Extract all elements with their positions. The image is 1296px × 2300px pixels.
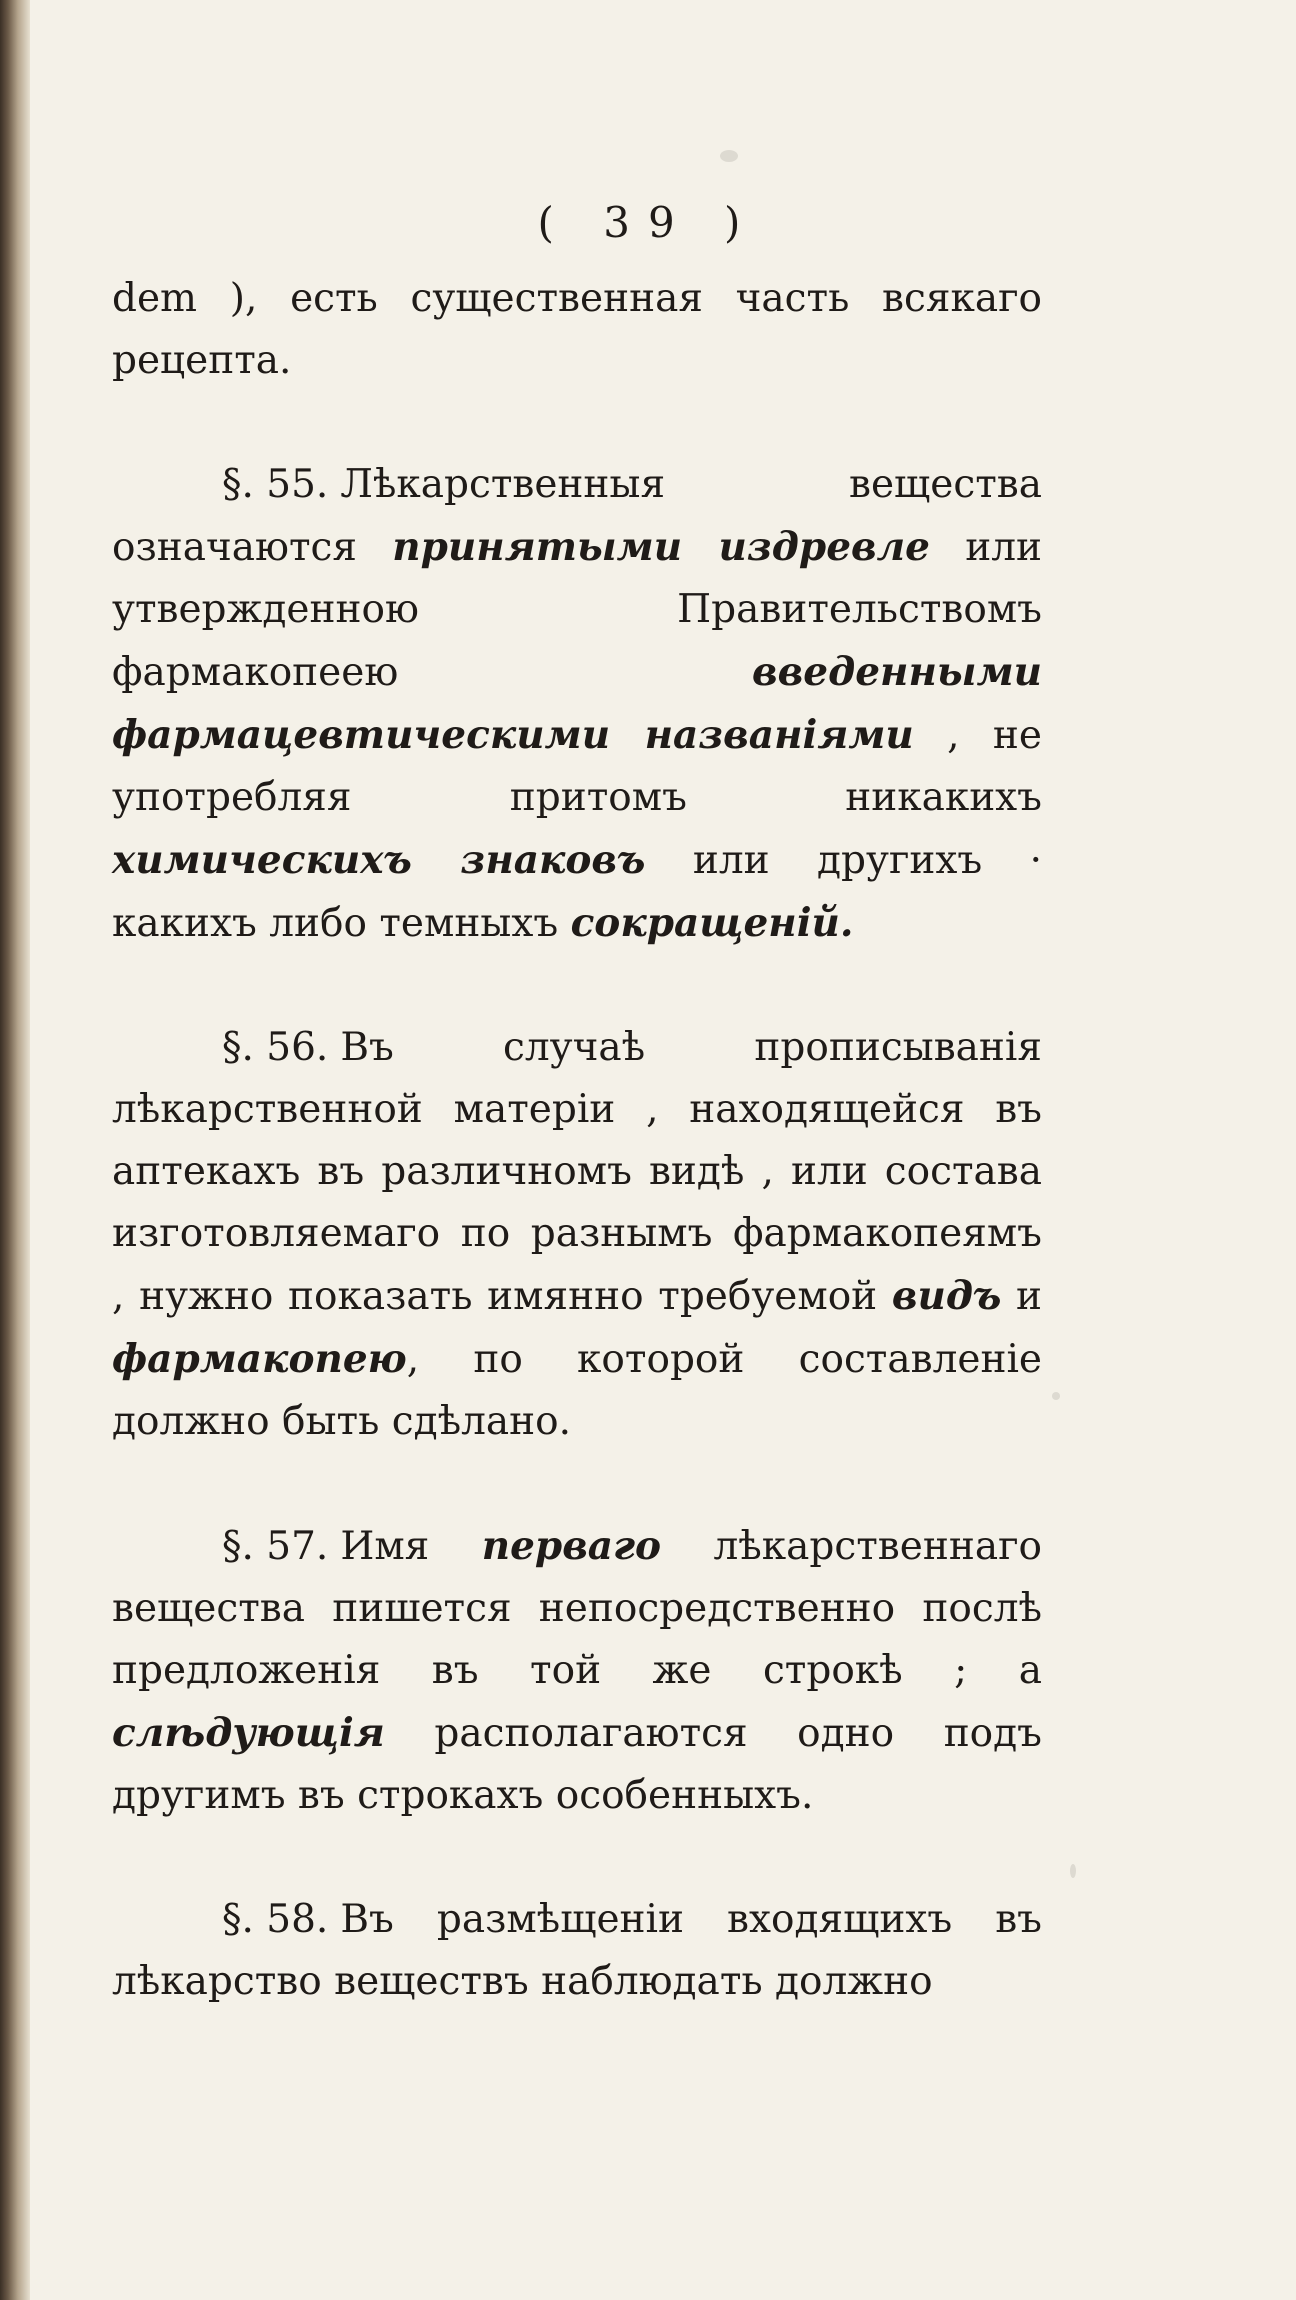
section-sign-58: §. 58. — [222, 1897, 329, 1942]
sec56-part-3: , по которой составленіе должно быть сдѣлано. — [112, 1337, 1042, 1444]
page-stain — [720, 150, 738, 162]
sec55-part-2: или утвержденною Правительствомъ фармакопеею — [112, 525, 1043, 695]
sec55-part-1: Лѣкарственныя вещества означаются — [112, 462, 1042, 570]
page-stain — [1070, 1864, 1076, 1878]
paragraph-sec-56 — [112, 1017, 1042, 1453]
sec55-part-4: или другихъ · какихъ либо темныхъ — [112, 838, 1042, 946]
sec58-part-1: Въ размѣщеніи входящихъ въ лѣкарство веществъ наблюдать должно — [112, 1897, 1042, 2004]
binding-edge — [0, 0, 30, 2300]
sec57-italic-2: слѣдующія — [112, 1710, 385, 1756]
body-text — [112, 190, 1042, 2013]
section-sign-56: §. 56. — [222, 1025, 329, 1070]
paragraph-continuation: dem ), есть существенная часть всякаго рецепта. — [112, 276, 1042, 383]
sec56-italic-1: видъ — [891, 1273, 1002, 1319]
page-number: ( 39 ) — [537, 198, 759, 247]
section-sign-55: §. 55. — [222, 462, 329, 507]
sec55-italic-4: сокращеній. — [570, 900, 854, 946]
sec56-italic-2: фармакопею — [112, 1336, 407, 1382]
sec57-part-3: располагаются одно подъ другимъ въ строкахъ особенныхъ. — [112, 1711, 1042, 1818]
sec55-italic-1: принятыми издревле — [392, 524, 930, 570]
page-stain — [1052, 1392, 1060, 1400]
paragraph-sec-58 — [112, 1889, 1042, 2013]
sec56-part-1: Въ случаѣ прописыванія лѣкарственной матеріи , находящейся въ аптекахъ въ различномъ видѣ , или состава изготовляемаго по разнымъ фармакопеямъ , нужно показать имянно требуемой — [112, 1025, 1042, 1319]
sec55-italic-2: введенными фармацевтическими названіями — [112, 649, 1042, 758]
sec55-part-3: , не употребляя притомъ никакихъ — [112, 713, 1042, 820]
sec55-italic-3: химическихъ знаковъ — [112, 837, 646, 883]
sec57-part-1: Имя — [340, 1524, 482, 1569]
section-sign-57: §. 57. — [222, 1524, 329, 1569]
sec57-italic-1: перваго — [481, 1523, 662, 1569]
sec56-part-2: и — [1001, 1274, 1043, 1319]
paragraph-sec-55 — [112, 454, 1042, 955]
sec57-part-2: лѣкарственнаго вещества пишется непосредственно послѣ предложенія въ той же строкѣ ; а — [112, 1524, 1042, 1693]
paragraph-sec-57 — [112, 1515, 1042, 1827]
